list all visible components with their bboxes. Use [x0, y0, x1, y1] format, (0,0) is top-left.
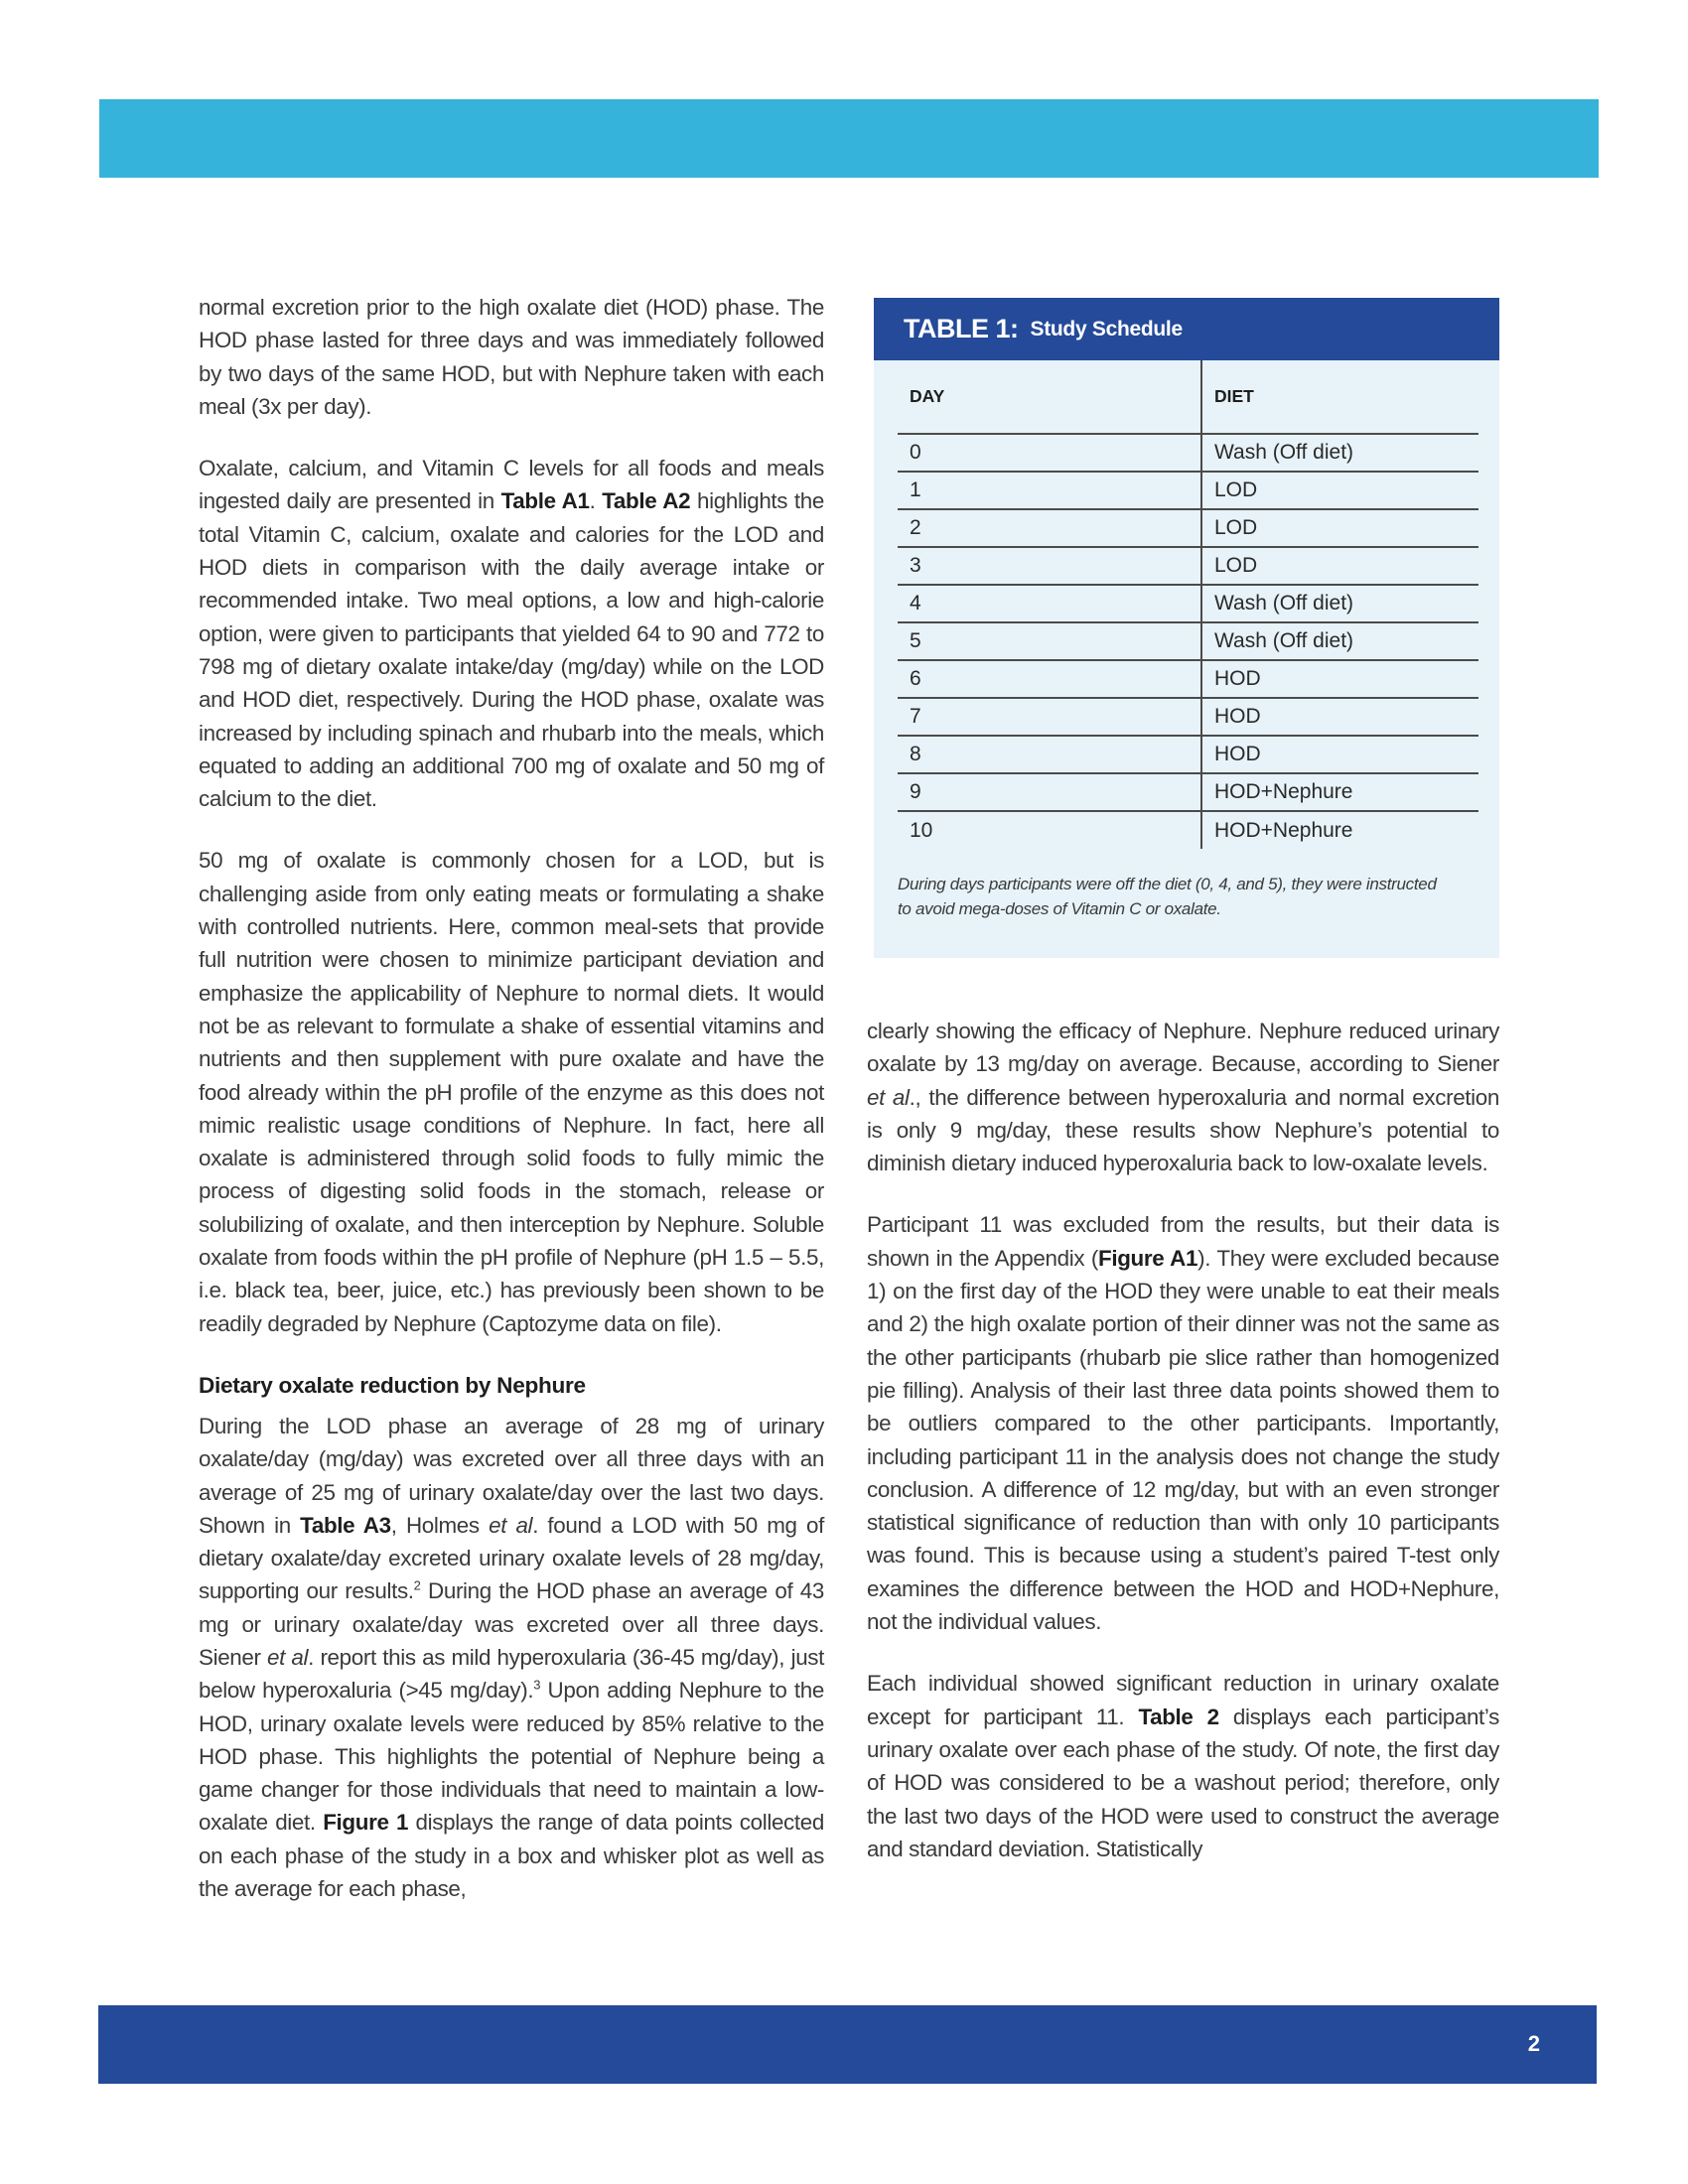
- day-cell: 9: [898, 773, 1201, 811]
- table-a3-ref[interactable]: Table A3: [300, 1512, 391, 1538]
- header-band: [99, 99, 1599, 178]
- diet-cell: HOD: [1201, 698, 1478, 736]
- paragraph-nutrient-levels: Oxalate, calcium, and Vitamin C levels for all foods and meals ingested daily are presented in Table A1. Table A2 highlights the total Vitamin C, calcium, oxalate and calories for the LOD and HOD diets in comparison with the daily average intake or recommended intake. Two meal options, a low and high-calorie option, were given to participants that yielded 64 to 90 and 772 to 798 mg of dietary oxalate intake/day (mg/day) while on the LOD and HOD diet, respectively. During the HOD phase, oxalate was increased by including spinach and rhubarb into the meals, which equated to adding an additional 700 mg of oxalate and 50 mg of calcium to the diet.: [199, 456, 825, 812]
- table-label: TABLE 1:: [904, 314, 1019, 343]
- diet-cell: Wash (Off diet): [1201, 585, 1478, 622]
- table-title-bar: [874, 298, 1499, 360]
- table-header-row: [898, 360, 1478, 434]
- table-row: [898, 509, 1478, 547]
- day-cell: 2: [898, 509, 1201, 547]
- citation-2[interactable]: 2: [413, 1577, 421, 1593]
- day-cell: 3: [898, 547, 1201, 585]
- section-heading: Dietary oxalate reduction by Nephure: [199, 1372, 586, 1398]
- day-cell: 0: [898, 434, 1201, 472]
- table-title: Study Schedule: [1030, 317, 1183, 341]
- figure-1-ref[interactable]: Figure 1: [323, 1810, 409, 1836]
- paragraph-hod-phase: normal excretion prior to the high oxalate diet (HOD) phase. The HOD phase lasted for three days and was immediately followed by two days of the same HOD, but with Nephure taken with each meal (3x per day).: [199, 295, 824, 419]
- footer-band: [98, 2005, 1597, 2084]
- paragraph-lod-rationale: 50 mg of oxalate is commonly chosen for a LOD, but is challenging aside from only eating meats or formulating a shake with controlled nutrients. Here, common meal-sets that provide full nutrition were chosen to minimize participant deviation and emphasize the applicability of Nephure to normal diets. It would not be as relevant to formulate a shake of essential vitamins and nutrients and then supplement with pure oxalate and have the food already within the pH profile of the enzyme as this does not mimic realistic usage conditions of Nephure. In fact, here all oxalate is administered through solid foods to fully mimic the process of digesting solid foods in the stomach, release or solubilizing of oxalate, and then interception by Nephure. Soluble oxalate from foods within the pH profile of Nephure (pH 1.5 – 5.5, i.e. black tea, beer, juice, etc.) has previously been shown to be readily degraded by Nephure (Captozyme data on file).: [199, 848, 824, 1336]
- paragraph-results: During the LOD phase an average of 28 mg of urinary oxalate/day (mg/day) was excreted over all three days with an average of 25 mg of urinary oxalate/day over the last two days. Shown in Table A3, Holmes et al. found a LOD with 50 mg of dietary oxalate/day excreted urinary oxalate levels of 28 mg/day, supporting our results.$^2$ During the HOD phase an average of 43 mg or urinary oxalate/day was excreted over all three days. Siener et al. report this as mild hyperoxularia (36-45 mg/day), just below hyperoxaluria (>45 mg/day).$^3$ Upon adding Nephure to the HOD, urinary oxalate levels were reduced by 85% relative to the HOD phase. This highlights the potential of Nephure being a game changer for those individuals that need to maintain a low-oxalate diet. Figure 1 displays the range of data points collected on each phase of the study in a box and whisker plot as well as the average for each phase,: [199, 1413, 825, 1902]
- day-cell: 10: [898, 811, 1201, 849]
- table-row: [898, 773, 1478, 811]
- day-cell: 7: [898, 698, 1201, 736]
- column-header-diet: DIET: [1214, 386, 1254, 406]
- diet-cell: HOD+Nephure: [1201, 773, 1478, 811]
- day-cell: 5: [898, 622, 1201, 660]
- day-cell: 4: [898, 585, 1201, 622]
- diet-cell: LOD: [1201, 547, 1478, 585]
- left-column: [199, 291, 824, 1934]
- paragraph-individual-reduction: Each individual showed significant reduction in urinary oxalate except for participant 11. Table 2 displays each participant’s urinary oxalate over each phase of the study. Of note, the first day of HOD was considered to be a washout period; therefore, only the last two days of the HOD were used to construct the average and standard deviation. Statistically: [867, 1671, 1499, 1861]
- diet-cell: Wash (Off diet): [1201, 622, 1478, 660]
- diet-cell: HOD: [1201, 660, 1478, 698]
- diet-cell: HOD+Nephure: [1201, 811, 1478, 849]
- table-2-ref[interactable]: Table 2: [1138, 1704, 1219, 1729]
- page-number: 2: [1527, 2031, 1540, 2056]
- table-row: [898, 698, 1478, 736]
- table-row: [898, 736, 1478, 773]
- schedule-table: [898, 360, 1478, 849]
- table-row: [898, 660, 1478, 698]
- table-row: [898, 472, 1478, 509]
- table-row: [898, 585, 1478, 622]
- table-row: [898, 547, 1478, 585]
- diet-cell: LOD: [1201, 472, 1478, 509]
- citation-3[interactable]: 3: [533, 1677, 541, 1693]
- right-column: [867, 1015, 1499, 1894]
- column-header-day: DAY: [898, 360, 1201, 434]
- table-row: [898, 622, 1478, 660]
- table-footnote: During days participants were off the diet (0, 4, and 5), they were instructed to avoid mega-doses of Vitamin C or oxalate.: [898, 875, 1437, 918]
- diet-cell: HOD: [1201, 736, 1478, 773]
- table-a2-ref[interactable]: Table A2: [602, 488, 691, 514]
- day-cell: 8: [898, 736, 1201, 773]
- table-row: [898, 434, 1478, 472]
- paragraph-efficacy: clearly showing the efficacy of Nephure. Nephure reduced urinary oxalate by 13 mg/day on average. Because, according to Siener et al., the difference between hyperoxaluria and normal excretion is only 9 mg/day, these results show Nephure’s potential to diminish dietary induced hyperoxaluria back to low-oxalate levels.: [867, 1019, 1499, 1176]
- day-cell: 6: [898, 660, 1201, 698]
- diet-cell: LOD: [1201, 509, 1478, 547]
- paragraph-participant-11: Participant 11 was excluded from the results, but their data is shown in the Appendix (Figure A1). They were excluded because 1) on the first day of the HOD they were unable to eat their meals and 2) the high oxalate portion of their dinner was not the same as the other participants (rhubarb pie slice rather than homogenized pie filling). Analysis of their last three data points showed them to be outliers compared to the other participants. Importantly, including participant 11 in the analysis does not change the study conclusion. A difference of 12 mg/day, but with an even stronger statistical significance of reduction than with only 10 participants was found. This is because using a student’s paired T-test only examines the difference between the HOD and HOD+Nephure, not the individual values.: [867, 1212, 1499, 1635]
- table-a1-ref[interactable]: Table A1: [500, 488, 590, 514]
- study-schedule-table: [874, 298, 1499, 958]
- figure-a1-ref[interactable]: Figure A1: [1098, 1245, 1198, 1271]
- table-row: [898, 811, 1478, 849]
- day-cell: 1: [898, 472, 1201, 509]
- diet-cell: Wash (Off diet): [1201, 434, 1478, 472]
